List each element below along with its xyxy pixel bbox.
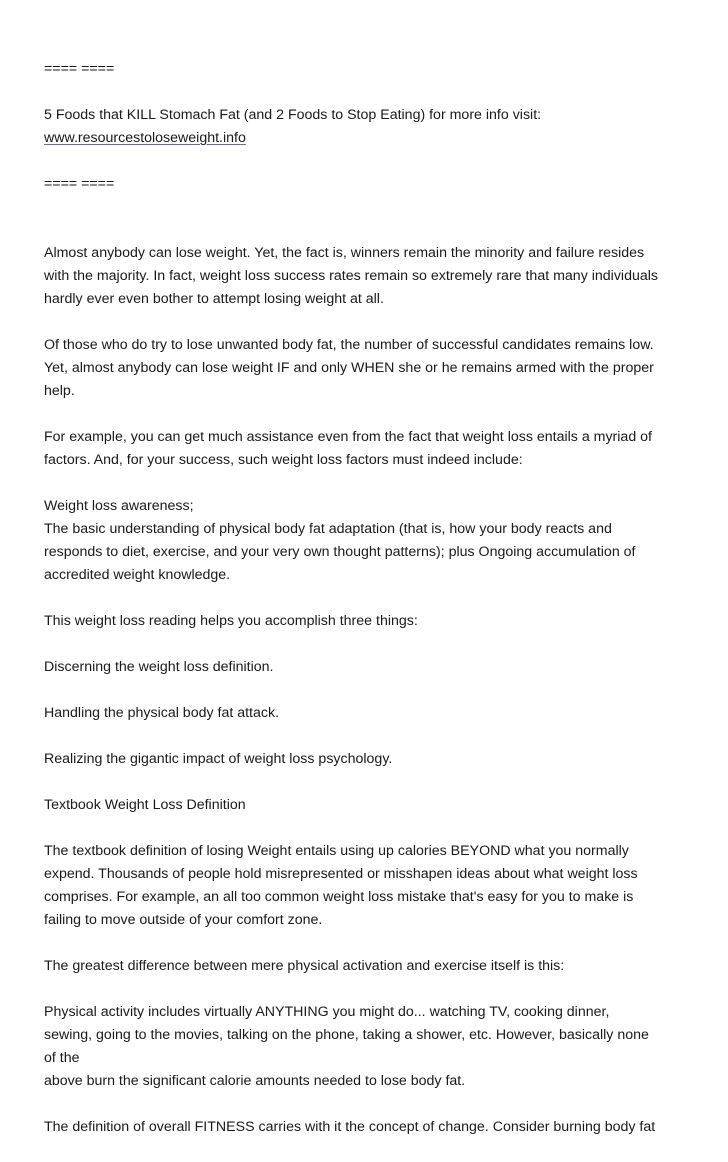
paragraph: Weight loss awareness; The basic understanding of physical body fat adaptation (that is, how your body reacts and responds to diet, exercise, and your very own thought patterns); plus Ongoing accumulation of accredited weight knowledge. bbox=[44, 498, 636, 583]
paragraph: The textbook definition of losing Weight entails using up calories BEYOND what you normally expend. Thousands of people hold misrepresented or misshapen ideas about what weight loss comprises. For example, an all too common weight loss mistake that's easy for you to make is failing to move outside of your comfort zone. bbox=[44, 843, 638, 928]
separator-bottom: ==== ==== bbox=[44, 176, 115, 192]
separator-top: ==== ==== bbox=[44, 61, 115, 77]
list-item: Handling the physical body fat attack. bbox=[44, 705, 280, 721]
promo-text: 5 Foods that KILL Stomach Fat (and 2 Foods to Stop Eating) for more info visit: bbox=[44, 107, 542, 123]
paragraph: For example, you can get much assistance even from the fact that weight loss entails a myriad of factors. And, for your success, such weight loss factors must indeed include: bbox=[44, 429, 652, 468]
promo-link[interactable]: www.resourcestoloseweight.info bbox=[44, 130, 246, 146]
spacer bbox=[44, 219, 694, 242]
paragraph: This weight loss reading helps you accomplish three things: bbox=[44, 613, 418, 629]
list-item: Realizing the gigantic impact of weight loss psychology. bbox=[44, 751, 393, 767]
paragraph: Almost anybody can lose weight. Yet, the fact is, winners remain the minority and failure resides with the majority. In fact, weight loss success rates remain so extremely rare that many individuals hardly ever even bother to attempt losing weight at all. bbox=[44, 245, 658, 307]
paragraph: The definition of overall FITNESS carries with it the concept of change. Consider burning body fat bbox=[44, 1119, 656, 1135]
list-item: Discerning the weight loss definition. bbox=[44, 659, 274, 675]
paragraph: Physical activity includes virtually ANYTHING you might do... watching TV, cooking dinner, sewing, going to the movies, talking on the phone, taking a shower, etc. However, basically none of the above burn the significant calorie amounts needed to lose body fat. bbox=[44, 1004, 649, 1089]
paragraph: The greatest difference between mere physical activation and exercise itself is this: bbox=[44, 958, 565, 974]
section-heading: Textbook Weight Loss Definition bbox=[44, 797, 246, 813]
document-page bbox=[44, 58, 694, 1162]
paragraph: Of those who do try to lose unwanted body fat, the number of successful candidates remains low. Yet, almost anybody can lose weight IF and only WHEN she or he remains armed with the proper help. bbox=[44, 337, 654, 399]
promo-block bbox=[44, 104, 694, 150]
